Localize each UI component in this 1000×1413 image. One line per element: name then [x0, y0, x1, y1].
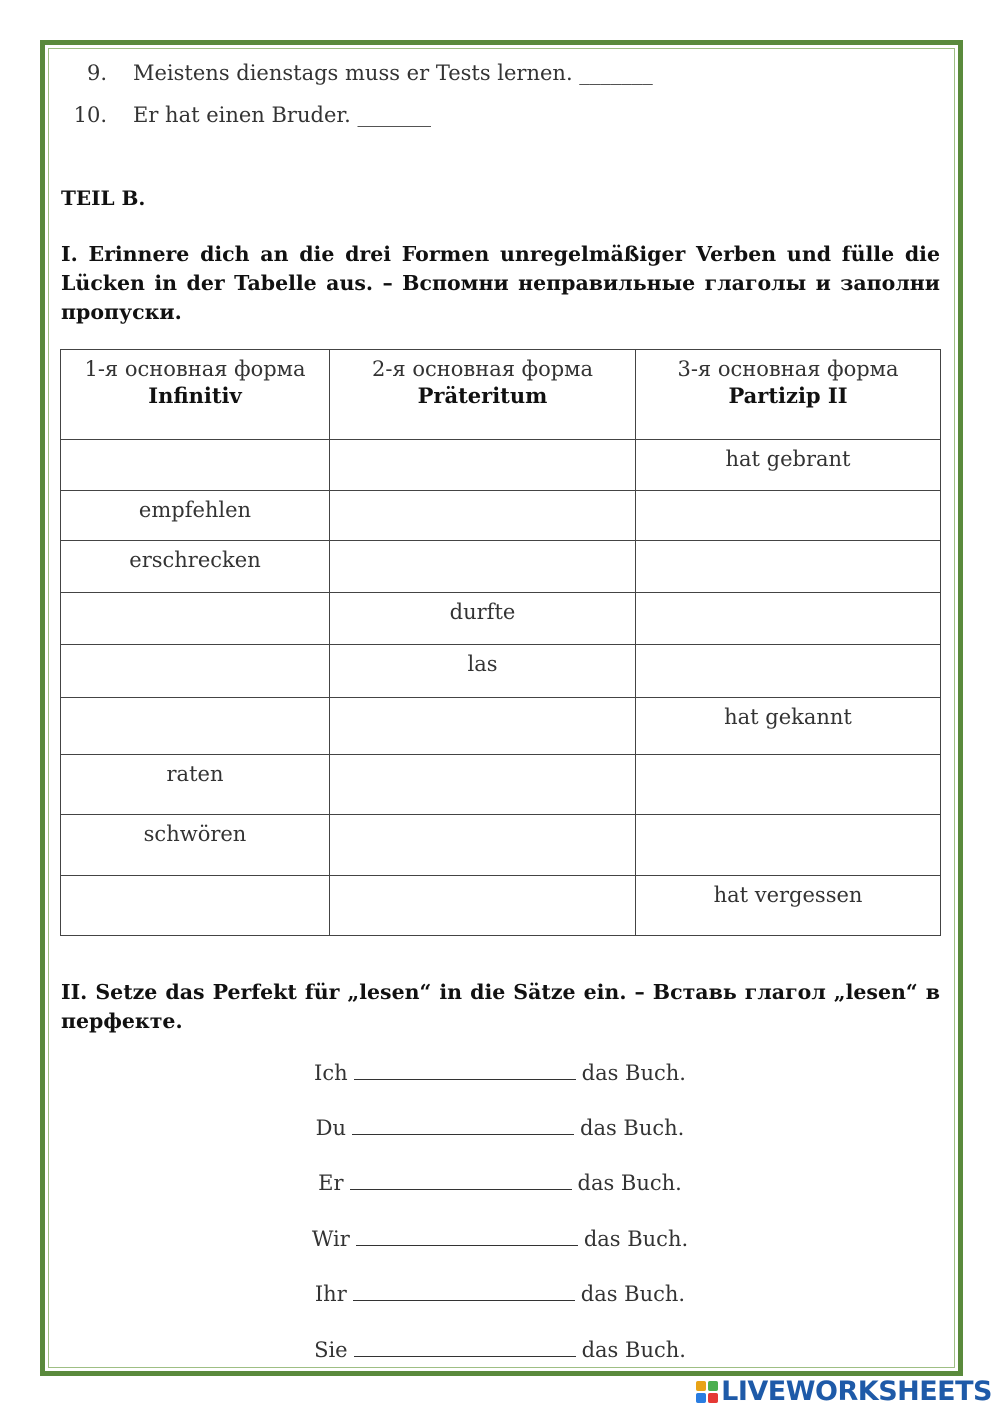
answer-blank[interactable]: [352, 1115, 574, 1135]
table-row: [61, 755, 941, 815]
given-form-cell: durfte: [330, 593, 636, 645]
answer-cell[interactable]: [636, 541, 941, 593]
answer-cell[interactable]: [330, 491, 636, 541]
given-form-cell: hat gebrant: [636, 440, 941, 491]
given-form-cell: las: [330, 645, 636, 698]
answer-blank[interactable]: [356, 1226, 578, 1246]
sentence-ending: das Buch.: [577, 1171, 682, 1195]
question-text: Meistens dienstags muss er Tests lernen. _______: [133, 61, 653, 85]
table-header-row: [61, 350, 941, 440]
sentence-ending: das Buch.: [583, 1227, 689, 1251]
sentence-ending: das Buch.: [581, 1338, 686, 1362]
liveworksheets-logo-icon: [696, 1381, 718, 1403]
given-form-cell: hat vergessen: [636, 876, 941, 936]
answer-cell[interactable]: [61, 593, 330, 645]
answer-blank[interactable]: [354, 1337, 576, 1357]
answer-cell[interactable]: [61, 698, 330, 755]
fill-sentence: [0, 1226, 1000, 1251]
question-item-10: [61, 103, 431, 127]
verb-forms-table: [60, 349, 941, 936]
section-title: TEIL B.: [61, 186, 146, 210]
given-form-cell: erschrecken: [61, 541, 330, 593]
sentence-ending: das Buch.: [581, 1061, 686, 1085]
answer-cell[interactable]: [636, 755, 941, 815]
answer-blank[interactable]: [353, 1281, 575, 1301]
sentence-subject: Wir: [311, 1227, 350, 1251]
header-partizip: 3-я основная форма Partizip II: [636, 350, 941, 440]
table-row: [61, 593, 941, 645]
answer-blank[interactable]: [350, 1170, 572, 1190]
answer-cell[interactable]: [330, 815, 636, 876]
answer-cell[interactable]: [636, 593, 941, 645]
answer-cell[interactable]: [61, 645, 330, 698]
sentence-subject: Ihr: [314, 1282, 347, 1306]
fill-sentence: [0, 1115, 1000, 1140]
table-row: [61, 541, 941, 593]
brand-text: LIVEWORKSHEETS: [721, 1376, 992, 1407]
header-praeteritum: 2-я основная форма Präteritum: [330, 350, 636, 440]
given-form-cell: empfehlen: [61, 491, 330, 541]
answer-cell[interactable]: [636, 645, 941, 698]
question-number: 10.: [73, 103, 107, 127]
fill-sentence: [0, 1337, 1000, 1362]
sentence-ending: das Buch.: [580, 1116, 685, 1140]
answer-cell[interactable]: [330, 698, 636, 755]
given-form-cell: hat gekannt: [636, 698, 941, 755]
answer-blank[interactable]: [354, 1060, 576, 1080]
given-form-cell: raten: [61, 755, 330, 815]
fill-sentence: [0, 1281, 1000, 1306]
answer-cell[interactable]: [330, 440, 636, 491]
table-row: [61, 876, 941, 936]
answer-cell[interactable]: [61, 440, 330, 491]
table-row: [61, 440, 941, 491]
task1-instruction: I. Erinnere dich an die drei Formen unregelmäßiger Verben und fülle die Lücken in der Tabelle aus. – Вспомни неправильные глаголы и заполни пропуски.: [61, 242, 940, 324]
question-item-9: [61, 61, 653, 85]
liveworksheets-brand: [696, 1376, 992, 1407]
answer-cell[interactable]: [330, 876, 636, 936]
sentence-subject: Er: [318, 1171, 344, 1195]
answer-cell[interactable]: [61, 876, 330, 936]
table-row: [61, 645, 941, 698]
task2-instruction: II. Setze das Perfekt für „lesen“ in die Sätze ein. – Вставь глагол „lesen“ в перфекте.: [61, 980, 940, 1033]
question-number: 9.: [86, 61, 107, 85]
answer-cell[interactable]: [636, 815, 941, 876]
table-row: [61, 698, 941, 755]
fill-sentence: [0, 1170, 1000, 1195]
sentence-subject: Du: [315, 1116, 347, 1140]
sentence-ending: das Buch.: [580, 1282, 686, 1306]
answer-cell[interactable]: [330, 755, 636, 815]
table-row: [61, 491, 941, 541]
header-infinitiv: 1-я основная форма Infinitiv: [61, 350, 330, 440]
question-text: Er hat einen Bruder. _______: [133, 103, 431, 127]
given-form-cell: schwören: [61, 815, 330, 876]
sentence-subject: Sie: [314, 1338, 348, 1362]
answer-cell[interactable]: [330, 541, 636, 593]
fill-sentence: [0, 1060, 1000, 1085]
sentence-subject: Ich: [314, 1061, 348, 1085]
answer-cell[interactable]: [636, 491, 941, 541]
table-row: [61, 815, 941, 876]
